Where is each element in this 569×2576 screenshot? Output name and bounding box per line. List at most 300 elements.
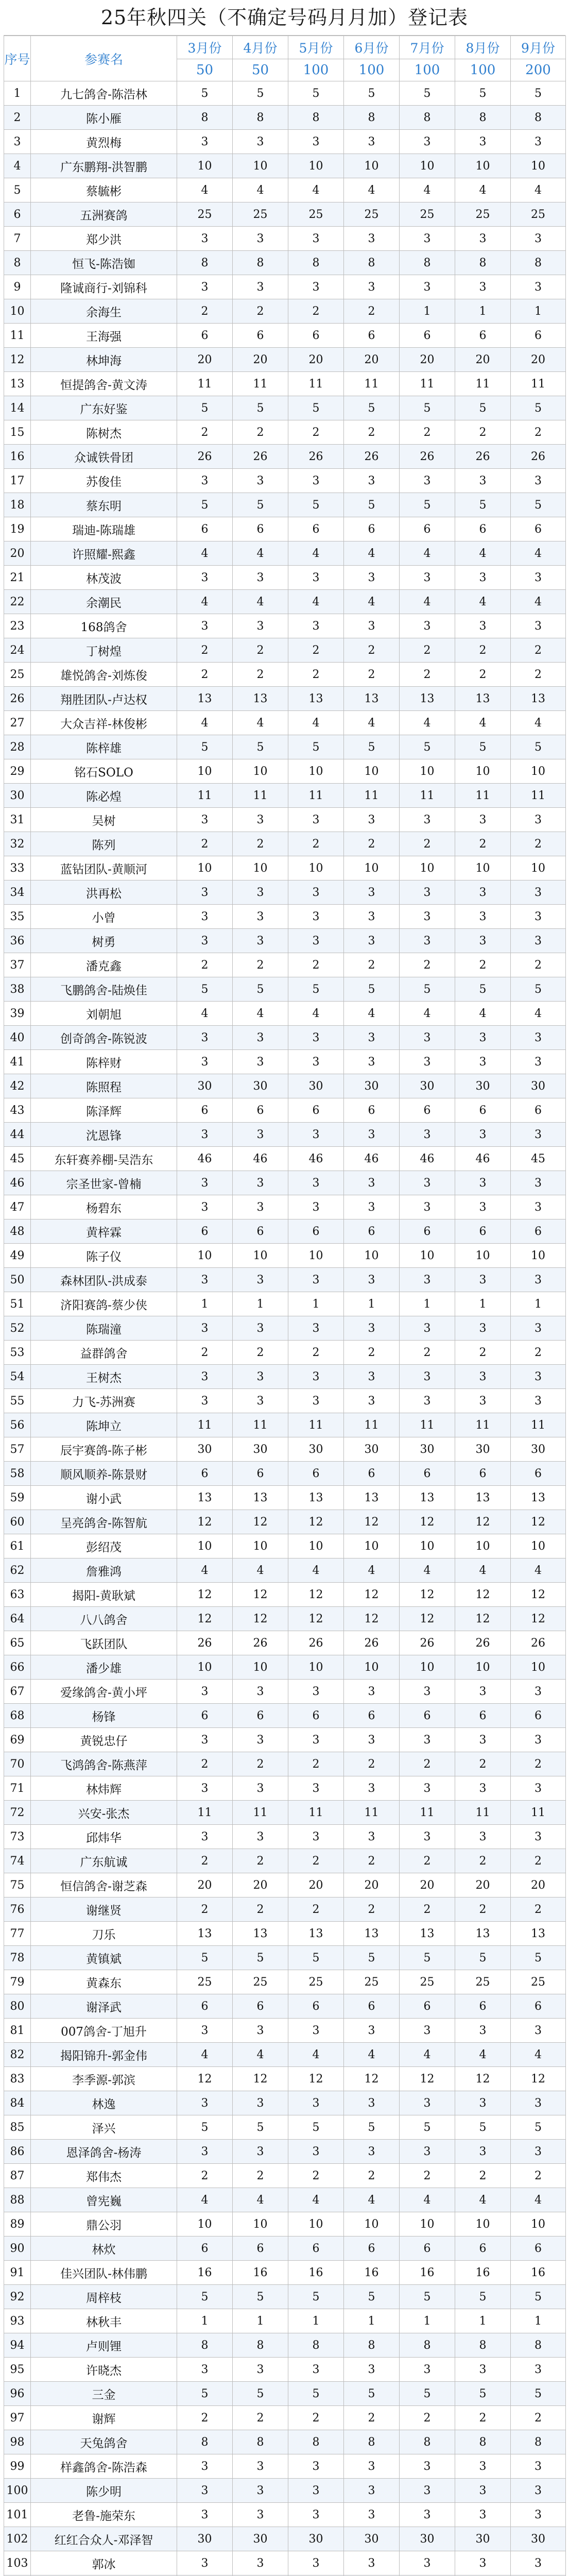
month-count: 3: [177, 2551, 233, 2575]
month-count: 3: [455, 275, 511, 299]
month-count: 3: [455, 566, 511, 590]
table-row: [4, 2333, 566, 2358]
month-count: 5: [400, 2115, 455, 2140]
row-number: 51: [4, 1292, 31, 1316]
month-count: 2: [455, 663, 511, 687]
row-number: 71: [4, 1776, 31, 1801]
month-count: 6: [455, 1704, 511, 1728]
month-count: 3: [400, 130, 455, 154]
month-count: 3: [400, 227, 455, 251]
month-count: 6: [233, 1994, 288, 2019]
month-count: 10: [344, 154, 400, 178]
entrant-name: 宗圣世家-曾楠: [31, 1171, 177, 1195]
month-count: 3: [400, 1389, 455, 1413]
month-count: 2: [455, 832, 511, 856]
month-count: 12: [288, 1607, 344, 1631]
month-count: 3: [288, 1365, 344, 1389]
month-count: 3: [455, 2454, 511, 2479]
row-number: 22: [4, 590, 31, 614]
month-count: 3: [400, 905, 455, 929]
month-count: 2: [233, 1752, 288, 1776]
month-count: 10: [455, 2212, 511, 2236]
row-number: 80: [4, 1994, 31, 2019]
month-count: 6: [177, 2236, 233, 2261]
month-count: 10: [177, 1534, 233, 1558]
month-count: 4: [233, 2043, 288, 2067]
month-count: 12: [177, 2067, 233, 2091]
month-count: 30: [511, 1437, 566, 1462]
month-count: 4: [511, 1558, 566, 1583]
month-count: 26: [288, 1631, 344, 1655]
entrant-name: 陈必煌: [31, 784, 177, 808]
entrant-name: 许照耀-熙鑫: [31, 541, 177, 566]
month-count: 3: [511, 1680, 566, 1704]
row-number: 26: [4, 687, 31, 711]
month-count: 3: [288, 808, 344, 832]
month-count: 3: [177, 2358, 233, 2382]
entrant-name: 谢辉: [31, 2406, 177, 2430]
entrant-name: 广东航诚: [31, 1849, 177, 1873]
month-count: 5: [344, 81, 400, 106]
month-count: 20: [455, 348, 511, 372]
month-count: 10: [400, 856, 455, 880]
month-count: 3: [400, 2551, 455, 2575]
month-count: 2: [511, 832, 566, 856]
table-row: [4, 2019, 566, 2043]
month-count: 2: [177, 953, 233, 977]
table-row: [4, 977, 566, 1002]
month-count: 3: [344, 808, 400, 832]
entrant-name: 邱炜华: [31, 1825, 177, 1849]
month-count: 26: [344, 1631, 400, 1655]
month-count: 2: [233, 1341, 288, 1365]
month-count: 8: [288, 251, 344, 275]
table-row: [4, 1728, 566, 1752]
month-count: 3: [455, 2503, 511, 2527]
month-count: 13: [511, 1922, 566, 1946]
table-row: [4, 1946, 566, 1970]
row-number: 33: [4, 856, 31, 880]
month-count: 30: [400, 1074, 455, 1098]
month-count: 3: [344, 227, 400, 251]
month-count: 6: [455, 1098, 511, 1123]
month-count: 4: [400, 178, 455, 202]
col-header-m9: 9月份: [511, 36, 566, 59]
month-count: 11: [177, 1413, 233, 1437]
entrant-name: 余海生: [31, 299, 177, 324]
month-count: 46: [455, 1147, 511, 1171]
entrant-name: 样鑫鸽舍-陈浩森: [31, 2454, 177, 2479]
month-count: 3: [233, 929, 288, 953]
month-count: 3: [511, 2358, 566, 2382]
month-count: 1: [233, 1292, 288, 1316]
entrant-name: 吴树: [31, 808, 177, 832]
month-count: 8: [177, 106, 233, 130]
entrant-name: 顺风顺养-陈景财: [31, 1462, 177, 1486]
month-count: 3: [511, 227, 566, 251]
month-count: 10: [344, 1655, 400, 1680]
month-count: 1: [344, 2309, 400, 2333]
month-count: 5: [288, 977, 344, 1002]
entrant-name: 飞跃团队: [31, 1631, 177, 1655]
month-count: 10: [511, 1244, 566, 1268]
month-count: 3: [344, 1050, 400, 1074]
entrant-name: 蔡毓彬: [31, 178, 177, 202]
month-count: 3: [344, 1776, 400, 1801]
month-count: 3: [455, 1389, 511, 1413]
month-count: 3: [233, 614, 288, 638]
entrant-name: 刀乐: [31, 1922, 177, 1946]
month-count: 11: [400, 784, 455, 808]
month-count: 2: [400, 1341, 455, 1365]
month-count: 1: [511, 2309, 566, 2333]
month-count: 3: [344, 130, 400, 154]
month-count: 13: [344, 1922, 400, 1946]
entrant-name: 王海强: [31, 324, 177, 348]
month-count: 3: [344, 2019, 400, 2043]
month-count: 3: [233, 1171, 288, 1195]
row-number: 91: [4, 2261, 31, 2285]
month-count: 6: [511, 1098, 566, 1123]
table-row: [4, 1680, 566, 1704]
entrant-name: 杨碧东: [31, 1195, 177, 1219]
month-count: 6: [455, 517, 511, 541]
month-count: 13: [455, 687, 511, 711]
month-count: 12: [511, 1510, 566, 1534]
month-count: 25: [177, 202, 233, 227]
month-count: 3: [344, 1680, 400, 1704]
table-row: [4, 1002, 566, 1026]
entrant-name: 陈子仪: [31, 1244, 177, 1268]
month-count: 10: [233, 2212, 288, 2236]
month-count: 10: [177, 1655, 233, 1680]
entrant-name: 飞鹏鸽舍-陆焕佳: [31, 977, 177, 1002]
month-count: 3: [344, 2551, 400, 2575]
entrant-name: 辰宇赛鸽-陈子彬: [31, 1437, 177, 1462]
month-count: 3: [455, 2091, 511, 2115]
month-count: 8: [511, 106, 566, 130]
row-number: 54: [4, 1365, 31, 1389]
entrant-name: 郭冰: [31, 2551, 177, 2575]
month-count: 3: [455, 1365, 511, 1389]
row-number: 56: [4, 1413, 31, 1437]
entrant-name: 王树杰: [31, 1365, 177, 1389]
month-count: 2: [511, 638, 566, 663]
entrant-name: 老鲁-施荣东: [31, 2503, 177, 2527]
month-count: 4: [511, 1002, 566, 1026]
month-count: 11: [511, 372, 566, 396]
month-count: 2: [233, 832, 288, 856]
table-row: [4, 1389, 566, 1413]
month-count: 4: [455, 711, 511, 735]
month-count: 3: [233, 227, 288, 251]
entrant-name: 森林团队-洪成泰: [31, 1268, 177, 1292]
month-count: 3: [511, 880, 566, 905]
month-count: 5: [344, 2285, 400, 2309]
month-count: 5: [511, 81, 566, 106]
month-count: 30: [288, 2527, 344, 2551]
col-header-m5: 5月份: [288, 36, 344, 59]
month-count: 6: [400, 1219, 455, 1244]
month-count: 4: [288, 178, 344, 202]
row-number: 44: [4, 1123, 31, 1147]
entrant-name: 呈亮鸽舍-陈智航: [31, 1510, 177, 1534]
month-count: 3: [344, 469, 400, 493]
table-row: [4, 1510, 566, 1534]
month-count: 2: [511, 1341, 566, 1365]
month-count: 2: [344, 953, 400, 977]
month-count: 5: [511, 977, 566, 1002]
month-count: 10: [400, 759, 455, 784]
table-row: [4, 348, 566, 372]
table-row: [4, 130, 566, 154]
month-count: 5: [288, 2382, 344, 2406]
month-count: 5: [400, 2382, 455, 2406]
table-row: [4, 2358, 566, 2382]
month-count: 13: [344, 687, 400, 711]
table-row: [4, 1994, 566, 2019]
month-count: 10: [233, 1244, 288, 1268]
entrant-name: 林炊: [31, 2236, 177, 2261]
month-count: 2: [288, 299, 344, 324]
row-number: 36: [4, 929, 31, 953]
entrant-name: 黄锐忠仔: [31, 1728, 177, 1752]
month-count: 46: [344, 1147, 400, 1171]
month-count: 5: [288, 2115, 344, 2140]
month-count: 2: [344, 1341, 400, 1365]
month-count: 3: [233, 2358, 288, 2382]
month-count: 5: [455, 2285, 511, 2309]
row-number: 21: [4, 566, 31, 590]
month-count: 10: [400, 1655, 455, 1680]
month-count: 3: [288, 2503, 344, 2527]
month-count: 3: [511, 1123, 566, 1147]
month-count: 2: [233, 420, 288, 445]
month-count: 6: [511, 517, 566, 541]
month-count: 30: [233, 2527, 288, 2551]
month-count: 5: [233, 396, 288, 420]
row-number: 15: [4, 420, 31, 445]
month-count: 3: [177, 1268, 233, 1292]
col-header-m8: 8月份: [455, 36, 511, 59]
month-count: 3: [455, 2019, 511, 2043]
month-count: 3: [455, 2358, 511, 2382]
month-count: 11: [400, 1413, 455, 1437]
month-count: 4: [400, 711, 455, 735]
month-count: 6: [511, 1219, 566, 1244]
month-count: 2: [177, 832, 233, 856]
month-count: 8: [344, 251, 400, 275]
month-count: 3: [177, 2454, 233, 2479]
row-number: 30: [4, 784, 31, 808]
month-count: 12: [233, 1607, 288, 1631]
month-count: 2: [511, 1849, 566, 1873]
month-count: 2: [400, 953, 455, 977]
month-count: 3: [511, 1316, 566, 1341]
table-row: [4, 2043, 566, 2067]
month-count: 5: [400, 1946, 455, 1970]
entrant-name: 创奇鸽舍-陈锐波: [31, 1026, 177, 1050]
month-count: 3: [233, 566, 288, 590]
month-count: 13: [177, 687, 233, 711]
month-count: 12: [177, 1510, 233, 1534]
month-count: 8: [288, 2430, 344, 2454]
month-count: 12: [288, 1510, 344, 1534]
entrant-name: 谢小武: [31, 1486, 177, 1510]
month-count: 2: [233, 1849, 288, 1873]
month-count: 3: [177, 2479, 233, 2503]
month-count: 3: [233, 1026, 288, 1050]
month-count: 3: [233, 1268, 288, 1292]
entrant-name: 益群鸽舍: [31, 1341, 177, 1365]
table-row: [4, 1123, 566, 1147]
month-count: 1: [511, 299, 566, 324]
table-row: [4, 178, 566, 202]
month-count: 5: [511, 493, 566, 517]
month-count: 25: [511, 202, 566, 227]
entrant-name: 力飞-苏洲赛: [31, 1389, 177, 1413]
month-count: 30: [455, 1437, 511, 1462]
month-count: 10: [177, 856, 233, 880]
entrant-name: 东轩赛养棚-吴浩东: [31, 1147, 177, 1171]
row-number: 47: [4, 1195, 31, 1219]
month-count: 8: [400, 251, 455, 275]
row-number: 42: [4, 1074, 31, 1098]
row-number: 29: [4, 759, 31, 784]
month-count: 11: [455, 372, 511, 396]
month-count: 12: [400, 1583, 455, 1607]
month-count: 3: [400, 929, 455, 953]
table-row: [4, 2551, 566, 2575]
table-row: [4, 396, 566, 420]
month-count: 2: [344, 2164, 400, 2188]
entrant-name: 铭石SOLO: [31, 759, 177, 784]
month-count: 2: [344, 2406, 400, 2430]
table-row: [4, 1147, 566, 1171]
month-count: 2: [455, 1849, 511, 1873]
month-count: 25: [400, 202, 455, 227]
month-count: 13: [511, 1486, 566, 1510]
month-count: 2: [511, 1752, 566, 1776]
month-count: 4: [288, 541, 344, 566]
month-count: 3: [233, 1195, 288, 1219]
table-row: [4, 784, 566, 808]
entrant-name: 黄镇斌: [31, 1946, 177, 1970]
month-count: 25: [177, 1970, 233, 1994]
row-number: 9: [4, 275, 31, 299]
row-number: 62: [4, 1558, 31, 1583]
month-count: 11: [288, 784, 344, 808]
month-count: 3: [511, 1365, 566, 1389]
month-count: 3: [344, 2479, 400, 2503]
month-count: 5: [511, 735, 566, 759]
row-number: 77: [4, 1922, 31, 1946]
month-count: 6: [511, 324, 566, 348]
month-count: 2: [511, 953, 566, 977]
table-row: [4, 445, 566, 469]
month-count: 2: [511, 2406, 566, 2430]
month-count: 3: [177, 905, 233, 929]
month-count: 8: [400, 2430, 455, 2454]
month-count: 3: [177, 1680, 233, 1704]
row-number: 89: [4, 2212, 31, 2236]
month-count: 1: [511, 1292, 566, 1316]
entrant-name: 陈少明: [31, 2479, 177, 2503]
month-count: 3: [455, 130, 511, 154]
table-row: [4, 1316, 566, 1341]
entrant-name: 广东鹏翔-洪智鹏: [31, 154, 177, 178]
month-count: 2: [455, 1897, 511, 1922]
month-count: 2: [233, 663, 288, 687]
month-count: 3: [177, 2140, 233, 2164]
month-count: 13: [233, 1922, 288, 1946]
month-count: 26: [233, 445, 288, 469]
table-row: [4, 1365, 566, 1389]
month-count: 6: [233, 1704, 288, 1728]
month-count: 4: [511, 2043, 566, 2067]
month-count: 5: [288, 735, 344, 759]
row-number: 48: [4, 1219, 31, 1244]
month-count: 3: [344, 929, 400, 953]
month-count: 2: [400, 2406, 455, 2430]
month-count: 2: [288, 953, 344, 977]
month-count: 10: [455, 856, 511, 880]
month-count: 8: [344, 2430, 400, 2454]
row-number: 7: [4, 227, 31, 251]
month-count: 5: [511, 1946, 566, 1970]
month-count: 1: [455, 1292, 511, 1316]
table-row: [4, 1631, 566, 1655]
month-count: 12: [344, 1583, 400, 1607]
month-count: 8: [400, 106, 455, 130]
month-count: 3: [233, 2551, 288, 2575]
row-number: 92: [4, 2285, 31, 2309]
month-count: 6: [400, 1994, 455, 2019]
month-count: 3: [400, 2358, 455, 2382]
month-count: 3: [233, 1728, 288, 1752]
month-count: 3: [177, 1171, 233, 1195]
month-count: 3: [400, 1268, 455, 1292]
row-number: 90: [4, 2236, 31, 2261]
month-count: 30: [233, 1437, 288, 1462]
month-count: 3: [400, 2479, 455, 2503]
month-count: 30: [400, 2527, 455, 2551]
table-row: [4, 2479, 566, 2503]
month-count: 5: [233, 2115, 288, 2140]
row-number: 3: [4, 130, 31, 154]
month-count: 3: [288, 2479, 344, 2503]
month-count: 3: [511, 469, 566, 493]
row-number: 41: [4, 1050, 31, 1074]
month-count: 12: [344, 1510, 400, 1534]
month-count: 11: [177, 372, 233, 396]
month-count: 2: [288, 420, 344, 445]
month-count: 12: [400, 2067, 455, 2091]
row-number: 93: [4, 2309, 31, 2333]
month-count: 3: [288, 880, 344, 905]
month-count: 4: [400, 590, 455, 614]
entrant-name: 苏俊佳: [31, 469, 177, 493]
month-count: 12: [177, 1583, 233, 1607]
month-count: 46: [400, 1147, 455, 1171]
month-count: 6: [288, 1994, 344, 2019]
month-count: 3: [400, 2454, 455, 2479]
month-count: 11: [288, 372, 344, 396]
rate-cell: 100: [400, 59, 455, 81]
month-count: 2: [511, 1897, 566, 1922]
month-count: 3: [177, 1365, 233, 1389]
month-count: 3: [177, 880, 233, 905]
